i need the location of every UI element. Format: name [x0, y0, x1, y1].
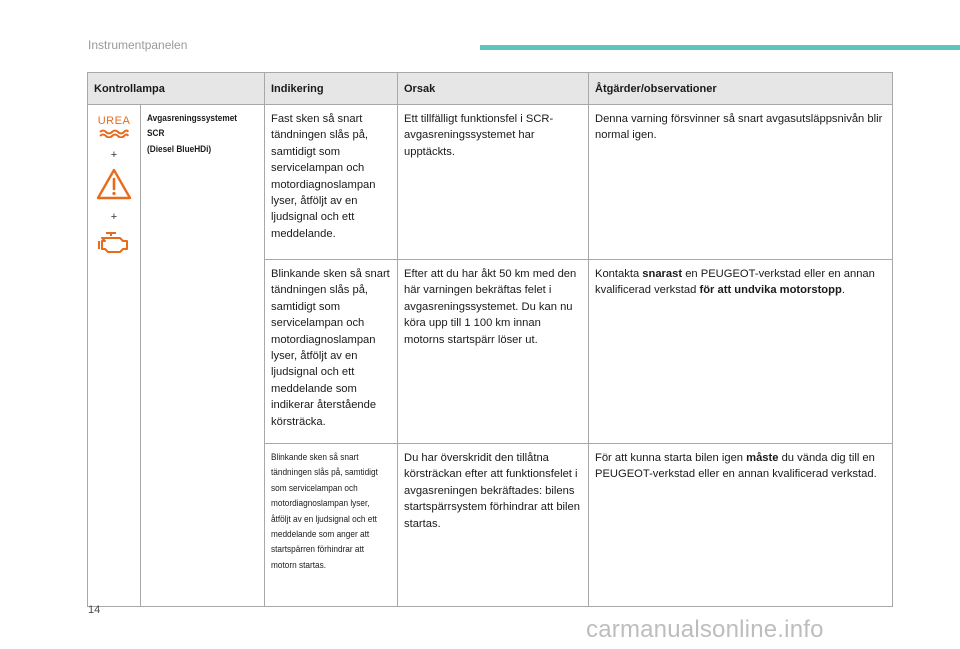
action-emphasis: måste [746, 452, 779, 464]
header-accent-bar [480, 45, 960, 50]
plus-sign: + [110, 211, 118, 224]
lamp-name-line2: SCR [147, 128, 165, 140]
cause-cell: Efter att du har åkt 50 km med den här varningen bekräftas felet i avgasreningssystemet. Du kan nu köra upp till 1 100 km innan motorns startspärr löser ut. [398, 260, 589, 444]
lamp-name-cell [141, 105, 265, 607]
action-cell [589, 444, 893, 607]
indication-text: Blinkande sken så snart tändningen slås på, samtidigt som servicelampan och motordiagnoslampan lyser, åtföljt av en ljudsignal och ett meddelande som anger att startspärren förhindrar att motorn startas. [271, 452, 378, 571]
watermark: carmanualsonline.info [586, 616, 824, 643]
action-text: För att kunna starta bilen igen [595, 452, 747, 464]
cause-cell: Ett tillfälligt funktionsfel i SCR-avgasreningssystemet har upptäckts. [398, 105, 589, 260]
action-text: Denna varning försvinner så snart avgasutsläppsnivån blir normal igen. [595, 113, 883, 142]
column-header-action: Åtgärder/observationer [589, 73, 893, 105]
action-text: Kontakta [595, 268, 643, 280]
lamp-name-line3: (Diesel BlueHDi) [147, 143, 212, 155]
action-cell [589, 105, 893, 260]
indication-cell: Blinkande sken så snart tändningen slås på, samtidigt som servicelampan och motordiagnoslampan lyser, åtföljt av en ljudsignal och ett meddelande som indikerar återstående körsträcka. [265, 260, 398, 444]
engine-icon [92, 230, 136, 259]
lamp-name-line1: Avgasreningssystemet [147, 113, 238, 124]
action-emphasis: för att undvika motorstopp [699, 284, 842, 297]
column-header-indication: Indikering [265, 73, 398, 105]
indication-cell [265, 444, 398, 607]
warning-lamp-table [87, 72, 893, 607]
lamp-icons-cell [88, 105, 141, 607]
action-cell [589, 260, 893, 444]
action-text: du vända dig till en PEUGEOT-verkstad eller en annan kvalificerad verkstad. [595, 452, 877, 481]
table-row [88, 105, 893, 260]
page-number: 14 [88, 604, 101, 616]
action-emphasis: snarast [642, 268, 683, 280]
table-header-row [88, 73, 893, 105]
action-text: en PEUGEOT-verkstad eller en annan kvalificerad verkstad [595, 268, 875, 297]
section-title: Instrumentpanelen [88, 38, 188, 52]
indication-cell: Fast sken så snart tändningen slås på, samtidigt som servicelampan och motordiagnoslampan lyser, åtföljt av en ljudsignal och ett meddelande. [265, 105, 398, 260]
plus-sign: + [110, 149, 118, 162]
urea-icon [92, 115, 136, 143]
urea-icon-label: UREA [97, 115, 131, 127]
cause-cell: Du har överskridit den tillåtna körsträckan efter att funktionsfelet i avgasreningen bekräftades: bilens startspärrsystem förhindrar att bilen startas. [398, 444, 589, 607]
action-text: . [841, 284, 845, 297]
warning-triangle-icon [92, 168, 136, 205]
column-header-lamp: Kontrollampa [88, 73, 265, 105]
column-header-cause: Orsak [398, 73, 589, 105]
